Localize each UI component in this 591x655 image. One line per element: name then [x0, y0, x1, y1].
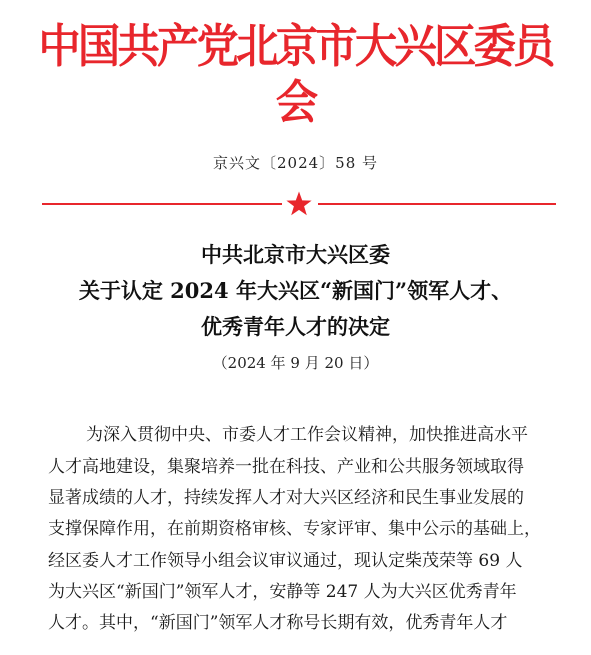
body-line: 人才高地建设，集聚培养一批在科技、产业和公共服务领域取得 [48, 457, 524, 477]
document-number: 京兴文〔2024〕58 号 [212, 154, 379, 172]
document-date: （2024 年 9 月 20 日） [212, 354, 379, 372]
body-line: 为深入贯彻中央、市委人才工作会议精神，加快推进高水平 [86, 425, 528, 445]
title-line-3: 优秀青年人才的决定 [201, 314, 390, 339]
star-icon [285, 190, 313, 218]
title-line-1: 中共北京市大兴区委 [201, 242, 390, 267]
issuer-masthead: 中国共产党北京市大兴区委员会 [38, 19, 553, 129]
body-line: 支撑保障作用，在前期资格审核、专家评审、集中公示的基础上， [48, 519, 541, 539]
body-line: 为大兴区“新国门”领军人才，安静等 247 人为大兴区优秀青年 [48, 582, 517, 602]
red-rule-left [42, 203, 282, 205]
red-rule-right [318, 203, 556, 205]
title-line-2: 关于认定 2024 年大兴区“新国门”领军人才、 [78, 278, 513, 303]
body-line: 显著成绩的人才，持续发挥人才对大兴区经济和民生事业发展的 [48, 488, 524, 508]
body-line: 人才。其中，“新国门”领军人才称号长期有效，优秀青年人才 [48, 613, 508, 633]
body-line: 经区委人才工作领导小组会议审议通过，现认定柴茂荣等 69 人 [48, 551, 523, 571]
